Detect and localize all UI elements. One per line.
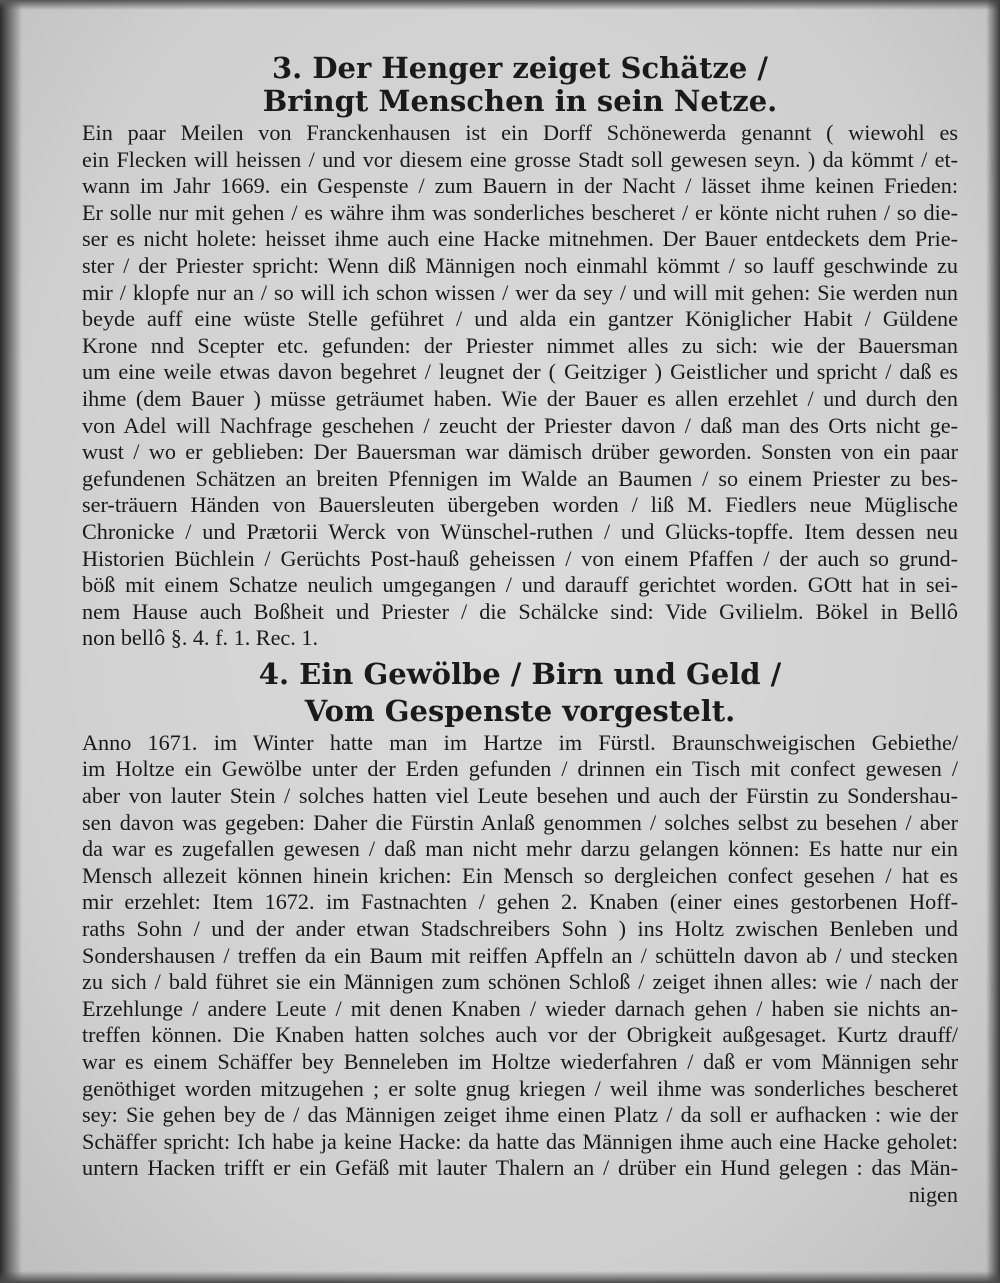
text-line: Krone nnd Scepter etc. gefunden: der Priester nimmet alles zu sich: wie der Bauersman — [82, 332, 958, 358]
section-4-title-line-2: Vom Gespenste vorgestelt. — [304, 693, 736, 728]
text-line: Anno 1671. im Winter hatte man im Hartze im Fürstl. Braunschweigischen Gebiethe/ — [82, 729, 958, 755]
text-line: non bellô §. 4. f. 1. Rec. 1. — [82, 625, 319, 651]
page-content — [82, 52, 958, 1209]
page-edge-left — [0, 0, 22, 1283]
section-3-body — [82, 120, 958, 652]
text-line: wann im Jahr 1669. ein Gespenste / zum Bauern in der Nacht / lässet ihme keinen Frieden: — [82, 173, 958, 199]
catchword: nigen — [908, 1181, 958, 1207]
section-4-title-line-1: 4. Ein Gewölbe / Birn und Geld / — [258, 656, 782, 691]
text-line: genöthiget worden mitzugehen ; er solte gnug kriegen / weil ihme was sonderliches bescheret — [82, 1075, 958, 1101]
text-line: Schäffer spricht: Ich habe ja keine Hacke: da hatte das Männigen ihme auch eine Hacke geholet: — [82, 1128, 958, 1154]
text-line: um eine weile etwas davon begehret / leugnet der ( Geitziger ) Geistlicher und spricht / daß es — [82, 359, 958, 385]
text-line: mir / klopfe nur an / so will ich schon wissen / wer da sey / und will mit gehen: Sie werden nun — [82, 279, 958, 305]
text-line: ihme (dem Bauer ) müsse geträumet haben. Wie der Bauer es allen erzehlet / und durch den — [82, 385, 958, 411]
text-line: mir erzehlet: Item 1672. im Fastnachten / gehen 2. Knaben (einer eines gestorbenen Hoff- — [82, 889, 958, 915]
text-line: war es einem Schäffer bey Benneleben im Holtze wiederfahren / daß er vom Männigen sehr — [82, 1049, 958, 1074]
section-3 — [82, 52, 958, 652]
text-line: von Adel will Nachfrage geschehen / zeucht der Priester davon / daß man des Orts nicht ge- — [82, 412, 958, 438]
text-line: ser es nicht holete: heisset ihme auch eine Hacke mitnehmen. Der Bauer entdeckets dem Prie- — [82, 226, 958, 252]
page-edge-top — [0, 0, 1000, 10]
text-line: raths Sohn / und der ander etwan Stadschreibers Sohn ) ins Holtz zwischen Benleben und — [82, 916, 958, 942]
page-edge-bottom — [0, 1271, 1000, 1283]
section-4 — [82, 658, 958, 1209]
text-line: ster / der Priester spricht: Wenn diß Männigen noch einmahl kömmt / so lauff geschwinde zu — [82, 252, 958, 278]
text-line: sey: Sie gehen bey de / das Männigen zeiget ihme einen Platz / da soll er aufhacken : wie der — [82, 1102, 958, 1128]
text-line: Chronicke / und Prætorii Werck von Wünschel-ruthen / und Glücks-topffe. Item dessen neu — [82, 518, 958, 544]
text-line: Mensch allezeit können hinein krichen: Ein Mensch so dergleichen confect gesehen / hat es — [82, 862, 958, 888]
text-line: ser-träuern Händen von Bauersleuten übergeben worden / liß M. Fiedlers neue Müglische — [82, 492, 958, 518]
text-line: Ein paar Meilen von Franckenhausen ist ein Dorff Schönewerda genannt ( wiewohl es — [82, 120, 958, 145]
text-line: nem Hause auch Boßheit und Priester / die Schälcke sind: Vide Gvilielm. Bökel in Bellô — [82, 598, 958, 624]
text-line: böß mit einem Schatze neulich umgegangen / und darauff gerichtet worden. GOtt hat in sei- — [82, 572, 958, 598]
text-line: Historien Büchlein / Gerüchts Post-hauß geheissen / von einem Pfaffen / der auch so grund- — [82, 545, 958, 571]
text-line: Sondershausen / treffen da ein Baum mit reiffen Apffeln an / schütteln davon ab / und stecken — [82, 942, 958, 968]
text-line: wust / wo er geblieben: Der Bauersman war dämisch drüber geworden. Sonsten von ein paar — [82, 439, 958, 465]
text-line: beyde auff eine wüste Stelle geführet / und alda ein gantzer Königlicher Habit / Güldene — [82, 306, 958, 332]
text-line: da war es zugefallen gewesen / daß man nicht mehr darzu gelangen können: Es hatte nur ein — [82, 836, 958, 862]
text-line: aber von lauter Stein / solches hatten viel Leute besehen und auch der Fürstin zu Sondershau- — [82, 783, 958, 809]
text-line: sen davon was gegeben: Daher die Fürstin Anlaß genommen / solches selbst zu besehen / aber — [82, 809, 958, 835]
section-3-title-line-2: Bringt Menschen in sein Netze. — [262, 84, 778, 118]
text-line: Er solle nur mit gehen / es währe ihm was sonderliches bescheret / er könte nicht ruhen / so die- — [82, 199, 958, 225]
text-line: gefundenen Schätzen an breiten Pfennigen im Walde an Baumen / so einem Priester zu bes- — [82, 465, 958, 491]
page-edge-right — [986, 0, 1000, 1283]
text-line: treffen können. Die Knaben hatten solches auch vor der Obrigkeit außgesaget. Kurtz drauff/ — [82, 1022, 958, 1048]
text-line: zu sich / bald führet sie ein Männigen zum schönen Schloß / zeiget ihnen alles: wie / nach der — [82, 969, 958, 995]
section-4-body — [82, 730, 958, 1209]
text-line: ein Flecken will heissen / und vor diesem eine grosse Stadt soll gewesen seyn. ) da kömmt / et- — [82, 146, 958, 172]
section-3-title-line-1: 3. Der Henger zeiget Schätze / — [271, 51, 769, 85]
text-line: Erzehlunge / andere Leute / mit denen Knaben / wieder darnach gehen / haben sie nichts an- — [82, 995, 958, 1021]
text-line: im Holtze ein Gewölbe unter der Erden gefunden / drinnen ein Tisch mit confect gewesen / — [82, 756, 958, 782]
text-line: untern Hacken trifft er ein Gefäß mit lauter Thalern an / drüber ein Hund gelegen : das Män- — [82, 1155, 958, 1181]
